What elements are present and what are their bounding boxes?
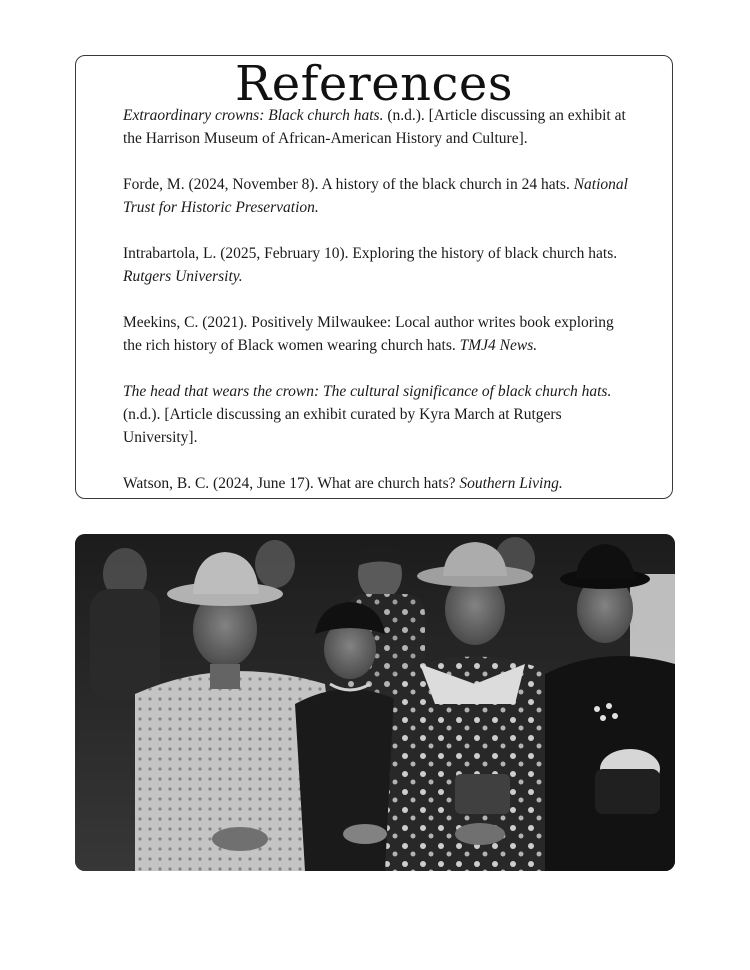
reference-title: The head that wears the crown: The cultural significance of black church hats.: [123, 383, 612, 400]
reference-text: Forde, M. (2024, November 8). A history of the black church in 24 hats.: [123, 176, 574, 193]
reference-entry: [123, 104, 636, 150]
reference-list: [123, 104, 636, 518]
reference-source: Rutgers University.: [123, 268, 243, 285]
page-title: References: [235, 56, 513, 112]
reference-entry: [123, 173, 636, 219]
reference-source: TMJ4 News.: [459, 337, 538, 354]
reference-entry: [123, 242, 636, 288]
reference-text: (n.d.). [Article discussing an exhibit curated by Kyra March at Rutgers University].: [123, 406, 562, 446]
reference-entry: [123, 311, 636, 357]
photo-illustration: [75, 534, 675, 871]
reference-entry: [123, 472, 636, 495]
reference-source: Southern Living.: [459, 475, 563, 492]
reference-text: Watson, B. C. (2024, June 17). What are church hats?: [123, 475, 460, 492]
references-box: [75, 55, 673, 499]
reference-entry: [123, 380, 636, 449]
reference-title: Extraordinary crowns: Black church hats.: [123, 107, 384, 124]
historical-photo: [75, 534, 675, 871]
reference-source: National Trust for Historic Preservation.: [123, 176, 628, 216]
reference-text: (n.d.). [Article discussing an exhibit at the Harrison Museum of African-American History and Culture].: [123, 107, 626, 147]
reference-text: Intrabartola, L. (2025, February 10). Exploring the history of black church hats.: [123, 245, 618, 262]
reference-text: Meekins, C. (2021). Positively Milwaukee: Local author writes book exploring the rich history of Black women wearing church hats.: [123, 314, 614, 354]
